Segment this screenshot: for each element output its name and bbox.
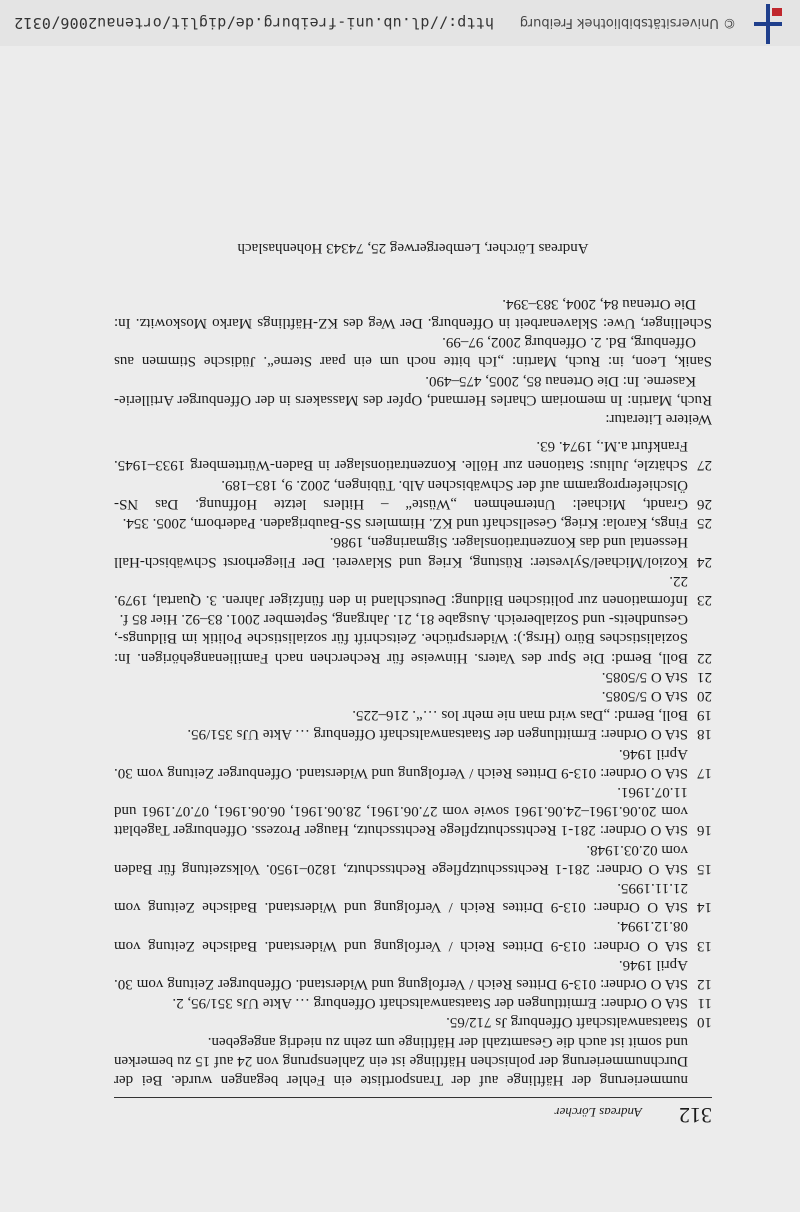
footnote-item (114, 513, 712, 532)
library-logo-icon (748, 0, 788, 46)
footnote-text: StA O Ordner: 013-9 Drittes Reich / Verfolgung und Widerstand. Offenburger Zeitung vom 30. April 1946. (114, 745, 688, 781)
footnote-number: 16 (697, 822, 712, 839)
footnote-text: Grandt, Michael: Unternehmen „Wüste“ – Hitlers letzte Hoffnung. Das NS-Ölschieferprogramm auf der Schwäbischen Alb. Tübingen, 2002. 9, 183–189. (114, 476, 688, 512)
footnote-item (114, 667, 712, 686)
footnote-text: Informationen zur politischen Bildung: Deutschland in den fünfziger Jahren. 3. Quartal, 1979. 22. (114, 572, 688, 608)
footnote-item (114, 993, 712, 1012)
footnote-text: StA O Ordner: 013-9 Drittes Reich / Verfolgung und Widerstand. Badische Zeitung vom 08.12.1994. (114, 918, 688, 954)
footnote-number: 18 (697, 726, 712, 743)
footnote-item (114, 1012, 712, 1031)
footnotes (114, 436, 712, 1089)
footnote-text: StA O Ordner: 281-1 Rechtsschutzpflege Rechtsschutz, Hauger Prozess. Offenburger Tageblatt vom 20.06.1961–24.06.1961 sowie vom 27.06.1961, 28.06.1961, 06.06.1961, 07.07.1961 und 11.07.1961. (114, 783, 688, 839)
footnote-text: Boll, Bernd: „Das wird man nie mehr los …“. 216–225. (352, 707, 688, 724)
footnote-item (114, 436, 712, 474)
book-page (114, 239, 712, 1128)
literature-item (114, 370, 712, 408)
footnote-text: StA O Ordner: 281-1 Rechtsschutzpflege Rechtsschutz, 1820–1950. Volkszeitung für Baden vom 02.03.1948. (114, 841, 688, 877)
footnote-item (114, 532, 712, 570)
footnote-number: 13 (697, 937, 712, 954)
document-url[interactable]: http://dl.ub.uni-freiburg.de/diglit/ortenau2006/0312 (14, 14, 494, 32)
footnote-text: Boll, Bernd: Die Spur des Vaters. Hinweise für Recherchen nach Familienangehörigen. In: Sozialistisches Büro (Hrsg.): Widersprüche. Zeitschrift für sozialistische Politik im Bildungs-, Gesundheits- und Sozialbereich. Ausgabe 81, 21. Jahrgang, September 2001. 83–92. Hier 85 f. (114, 611, 688, 666)
footnote-text: Fings, Karola: Krieg, Gesellschaft und KZ. Himmlers SS-Baubrigaden. Paderborn, 2005. 354. (122, 515, 688, 532)
footnote-continuation: nummerierung der Häftlinge auf der Transportliste ein Fehler begangen wurde. Bei der Durchnummerierung der polnischen Häftlinge ist ein Zahlensprung von 24 auf 15 zu bemerken und somit ist auch die Gesamtzahl der Häftlinge um zehn zu niedrig angegeben. (114, 1033, 688, 1088)
footnote-text: StA O Ordner: Ermittlungen der Staatsanwaltschaft Offenburg … Akte UJs 351/95. (187, 726, 688, 743)
footnote-text: StA O Ordner: 013-9 Drittes Reich / Verfolgung und Widerstand. Badische Zeitung vom 21.11.1995. (114, 879, 688, 916)
footnote-number: 15 (697, 860, 712, 877)
further-literature (114, 294, 712, 428)
footnote-item (114, 839, 712, 877)
footnote-item (114, 705, 712, 724)
footnote-text: StA O 5/5085. (601, 668, 688, 685)
footnote-number: 14 (697, 899, 712, 916)
footnote-number: 11 (697, 995, 712, 1012)
footnote-item (114, 955, 712, 993)
footnote-number: 21 (697, 668, 712, 685)
literature-item (114, 294, 712, 332)
footnote-number: 19 (697, 707, 712, 724)
viewer-header-bar (0, 0, 800, 46)
footnote-item (114, 878, 712, 916)
footnote-number: 20 (697, 687, 712, 704)
page-number: 312 (679, 1103, 712, 1128)
footnote-number: 10 (697, 1014, 712, 1031)
footnote-text: Koziol/Michael/Sylvester: Rüstung, Krieg und Sklaverei. Der Fliegerhorst Schwäbisch-Hall Hessental und das Konzentrationslager. Sigmaringen, 1986. (114, 534, 688, 570)
footnote-number: 26 (697, 495, 712, 512)
footnote-number: 22 (697, 649, 712, 666)
footnote-text: Staatsanwaltschaft Offenburg Js 712/65. (446, 1014, 688, 1031)
footnote-text: StA O Ordner: Ermittlungen der Staatsanwaltschaft Offenburg … Akte UJs 351/95, 2. (172, 995, 688, 1012)
footnote-number: 12 (697, 975, 712, 992)
literature-text: Sanik, Leon, in: Ruch, Martin: „Ich bitte noch um ein paar Sterne“. Jüdische Stimmen aus Offenburg, Bd. 2. Offenburg 2002, 97–99. (114, 334, 712, 370)
footnote-text: Schätzle, Julius: Stationen zur Hölle. Konzentrationslager in Baden-Württemberg 1933–1945. Frankfurt a.M., 1974. 63. (114, 438, 688, 474)
footnote-item (114, 686, 712, 705)
footnote-number: 17 (697, 764, 712, 781)
footnote-item (114, 782, 712, 840)
literature-text: Schellinger, Uwe: Sklavenarbeit in Offenburg. Der Weg des KZ-Häftlings Marko Moskowitz. In: Die Ortenau 84, 2004, 383–394. (114, 295, 712, 332)
literature-item (114, 332, 712, 370)
footnote-number: 25 (697, 515, 712, 532)
footnote-number: 27 (697, 457, 712, 474)
footnote-item (114, 743, 712, 781)
footnote-item (114, 609, 712, 667)
footnote-item (114, 571, 712, 609)
literature-heading: Weitere Literatur: (605, 411, 712, 428)
footnote-text: StA O Ordner: 013-9 Drittes Reich / Verfolgung und Widerstand. Offenburger Zeitung vom 30. April 1946. (114, 956, 688, 992)
footnote-text: StA O 5/5085. (601, 687, 688, 704)
footnote-number: 24 (697, 553, 712, 570)
rights-text: © Universitätsbibliothek Freiburg (519, 15, 736, 31)
footnote-item (114, 475, 712, 513)
author-address: Andreas Lörcher, Lembergerweg 25, 74343 Hohenhaslach (237, 239, 589, 256)
footnote-item (114, 724, 712, 743)
footnote-number: 23 (697, 591, 712, 608)
page-header (114, 1097, 712, 1128)
footnote-item (114, 916, 712, 954)
running-head: Andreas Lörcher (554, 1105, 642, 1120)
literature-text: Ruch, Martin: In memoriam Charles Hermand, Opfer des Massakers in der Offenburger Artillerie-Kaserne. In: Die Ortenau 85, 2005, 475–490. (114, 372, 712, 408)
